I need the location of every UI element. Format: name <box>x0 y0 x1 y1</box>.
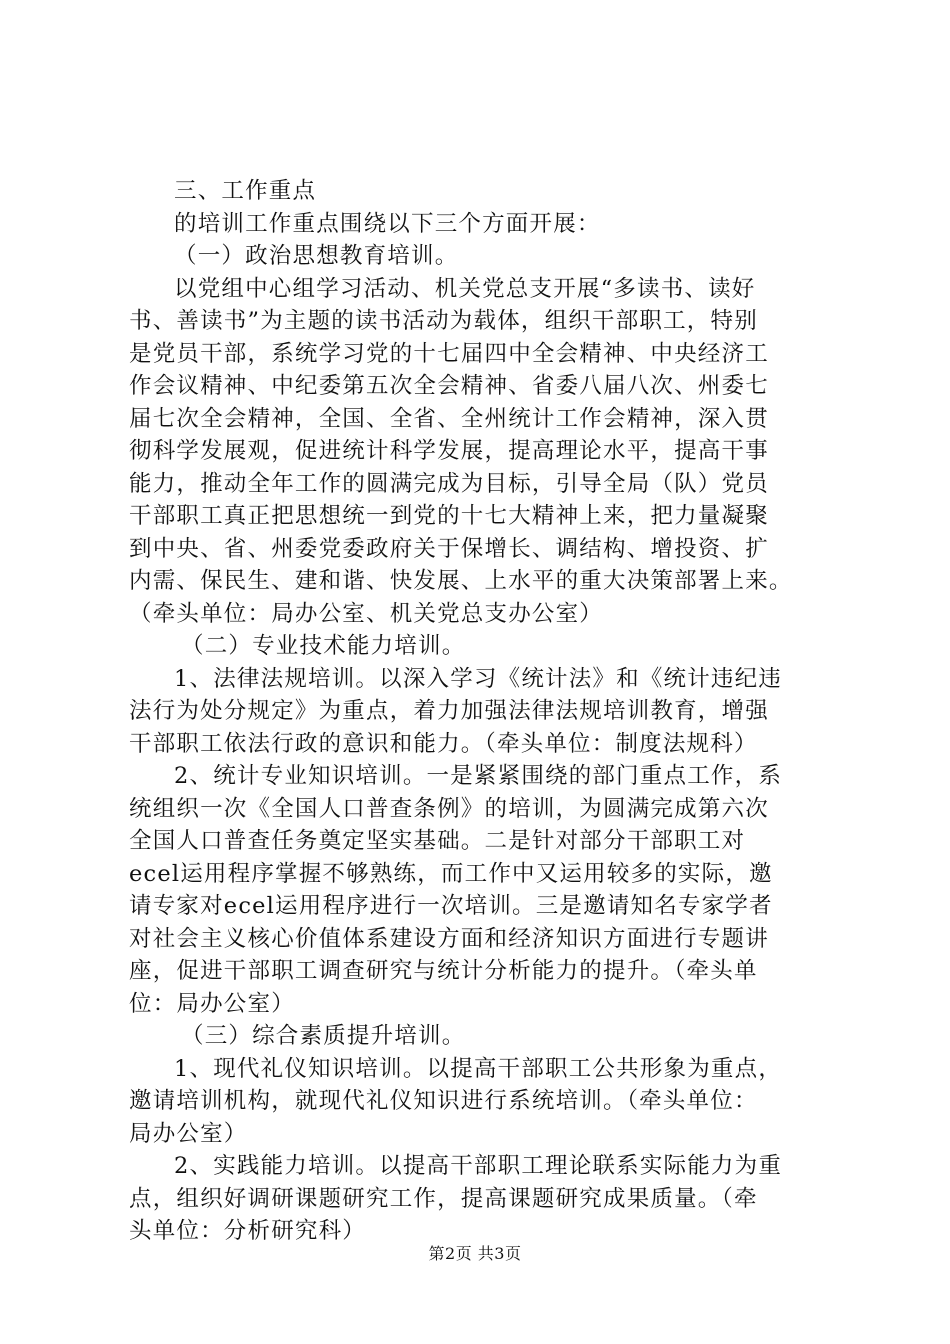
text-line: ecel运用程序掌握不够熟练，而工作中又运用较多的实际，邀 <box>129 860 773 887</box>
text-line: 1、现代礼仪知识培训。以提高干部职工公共形象为重点， <box>174 1055 783 1082</box>
text-line: 局办公室） <box>129 1120 248 1147</box>
document-body <box>129 175 834 1248</box>
text-line: 内需、保民生、建和谐、快发展、上水平的重大决策部署上来。 <box>129 568 793 594</box>
text-line: 点，组织好调研课题研究工作，提高课题研究成果质量。（牵 <box>129 1185 758 1212</box>
text-line: 三、工作重点 <box>174 178 317 204</box>
text-line: 1、法律法规培训。以深入学习《统计法》和《统计违纪违 <box>174 665 783 692</box>
text-line: 以党组中心组学习活动、机关党总支开展“多读书、读好 <box>174 275 756 302</box>
text-line: 请专家对ecel运用程序进行一次培训。三是邀请知名专家学者 <box>129 893 773 919</box>
text-line: 干部职工真正把思想统一到党的十七大精神上来，把力量凝聚 <box>129 503 769 529</box>
text-line: 法行为处分规定》为重点，着力加强法律法规培训教育，增强 <box>129 698 769 724</box>
text-line: 到中央、省、州委党委政府关于保增长、调结构、增投资、扩 <box>129 535 769 562</box>
text-line: 是党员干部，系统学习党的十七届四中全会精神、中央经济工 <box>129 340 769 367</box>
text-line: （牵头单位：局办公室、机关党总支办公室） <box>129 600 604 627</box>
text-line: 的培训工作重点围绕以下三个方面开展： <box>174 210 601 237</box>
page-footer: 第2页 共3页 <box>428 1244 522 1263</box>
text-line: （二）专业技术能力培训。 <box>181 633 466 659</box>
text-line: 对社会主义核心价值体系建设方面和经济知识方面进行专题讲 <box>129 925 769 952</box>
text-line: 2、实践能力培训。以提高干部职工理论联系实际能力为重 <box>174 1153 783 1179</box>
text-line: 书、善读书”为主题的读书活动为载体，组织干部职工，特别 <box>129 308 758 334</box>
text-line: 干部职工依法行政的意识和能力。（牵头单位：制度法规科） <box>129 730 758 757</box>
text-line: 全国人口普查任务奠定坚实基础。二是针对部分干部职工对 <box>129 828 746 854</box>
text-line: 头单位：分析研究科） <box>129 1218 367 1244</box>
text-line: （一）政治思想教育培训。 <box>174 243 459 269</box>
text-line: 邀请培训机构，就现代礼仪知识进行系统培训。（牵头单位： <box>129 1088 758 1114</box>
text-line: 届七次全会精神，全国、全省、全州统计工作会精神，深入贯 <box>129 405 769 432</box>
text-line: 能力，推动全年工作的圆满完成为目标，引导全局（队）党员 <box>129 470 769 497</box>
text-line: 统组织一次《全国人口普查条例》的培训，为圆满完成第六次 <box>129 795 769 822</box>
text-line: 彻科学发展观，促进统计科学发展，提高理论水平，提高干事 <box>129 438 769 464</box>
text-line: 作会议精神、中纪委第五次全会精神、省委八届八次、州委七 <box>129 373 769 399</box>
text-line: 位：局办公室） <box>129 990 295 1017</box>
text-line: （三）综合素质提升培训。 <box>181 1023 466 1049</box>
text-line: 2、统计专业知识培训。一是紧紧围绕的部门重点工作，系 <box>174 763 783 789</box>
text-line: 座，促进干部职工调查研究与统计分析能力的提升。（牵头单 <box>129 958 758 984</box>
